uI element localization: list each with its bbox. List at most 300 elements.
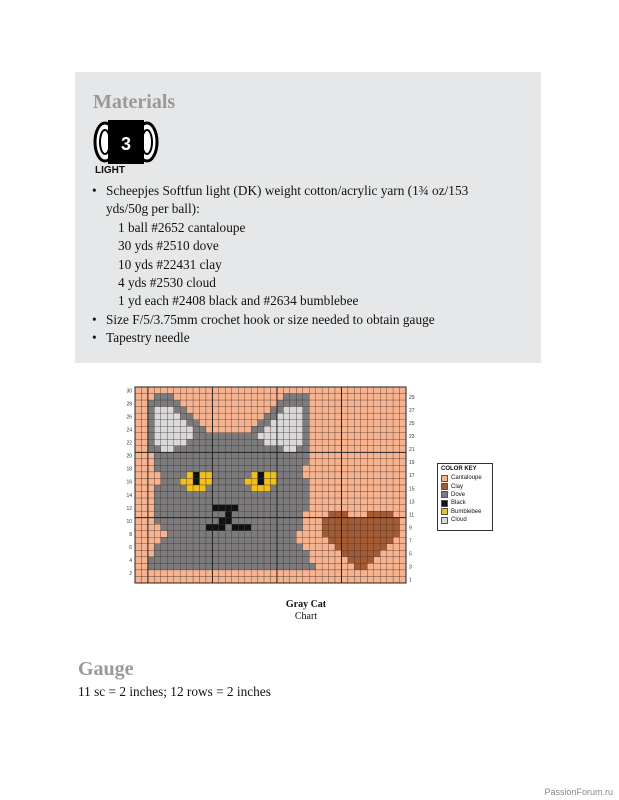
chart-cell: [258, 570, 264, 577]
chart-cell: [329, 505, 335, 512]
row-number: 10: [126, 518, 132, 525]
chart-cell: [135, 387, 141, 394]
chart-cell: [251, 576, 257, 583]
chart-cell: [161, 407, 167, 414]
chart-cell: [238, 413, 244, 420]
chart-cell: [380, 407, 386, 414]
chart-cell: [348, 485, 354, 492]
chart-cell: [206, 531, 212, 538]
chart-cell: [309, 459, 315, 466]
chart-cell: [187, 576, 193, 583]
chart-cell: [193, 524, 199, 531]
chart-cell: [309, 576, 315, 583]
chart-cell: [322, 478, 328, 485]
chart-cell: [329, 492, 335, 499]
chart-cell: [154, 492, 160, 499]
chart-cell: [335, 478, 341, 485]
chart-cell: [316, 557, 322, 564]
chart-cell: [154, 394, 160, 401]
chart-cell: [148, 407, 154, 414]
chart-cell: [283, 524, 289, 531]
chart-cell: [271, 446, 277, 453]
chart-cell: [225, 394, 231, 401]
color-key-label: Black: [451, 500, 466, 507]
chart-cell: [187, 531, 193, 538]
chart-cell: [354, 563, 360, 570]
chart-cell: [180, 544, 186, 551]
chart-cell: [374, 478, 380, 485]
chart-cell: [206, 570, 212, 577]
chart-cell: [206, 485, 212, 492]
chart-cell: [316, 439, 322, 446]
chart-cell: [329, 446, 335, 453]
chart-cell: [206, 478, 212, 485]
chart-cell: [225, 433, 231, 440]
chart-cell: [380, 433, 386, 440]
chart-cell: [277, 394, 283, 401]
chart-cell: [283, 492, 289, 499]
chart-cell: [277, 524, 283, 531]
chart-cell: [135, 420, 141, 427]
chart-cell: [193, 426, 199, 433]
chart-cell: [174, 576, 180, 583]
chart-cell: [251, 433, 257, 440]
chart-cell: [200, 576, 206, 583]
chart-cell: [245, 544, 251, 551]
chart-cell: [200, 387, 206, 394]
chart-cell: [393, 400, 399, 407]
chart-cell: [303, 550, 309, 557]
chart-cell: [329, 452, 335, 459]
chart-cell: [141, 524, 147, 531]
chart-cell: [193, 485, 199, 492]
chart-cell: [374, 531, 380, 538]
chart-cell: [245, 394, 251, 401]
chart-cell: [283, 465, 289, 472]
chart-cell: [264, 407, 270, 414]
chart-cell: [329, 576, 335, 583]
chart-cell: [148, 400, 154, 407]
chart-cell: [393, 459, 399, 466]
chart-cell: [251, 420, 257, 427]
chart-cell: [393, 570, 399, 577]
chart-cell: [309, 518, 315, 525]
chart-cell: [354, 478, 360, 485]
chart-cell: [277, 498, 283, 505]
chart-cell: [380, 531, 386, 538]
chart-cell: [341, 387, 347, 394]
chart-cell: [387, 531, 393, 538]
chart-cell: [380, 459, 386, 466]
chart-cell: [206, 576, 212, 583]
chart-cell: [309, 413, 315, 420]
chart-cell: [238, 505, 244, 512]
chart-cell: [400, 550, 406, 557]
chart-cell: [400, 452, 406, 459]
chart-cell: [232, 492, 238, 499]
chart-cell: [322, 492, 328, 499]
chart-cell: [154, 511, 160, 518]
chart-cell: [232, 400, 238, 407]
chart-cell: [225, 485, 231, 492]
chart-cell: [180, 465, 186, 472]
chart-cell: [283, 452, 289, 459]
chart-cell: [219, 446, 225, 453]
chart-cell: [322, 433, 328, 440]
chart-cell: [296, 439, 302, 446]
chart-cell: [212, 446, 218, 453]
chart-cell: [354, 465, 360, 472]
chart-cell: [258, 492, 264, 499]
chart-cell: [322, 537, 328, 544]
chart-cell: [251, 537, 257, 544]
chart-cell: [167, 492, 173, 499]
row-number: 18: [126, 466, 132, 473]
chart-cell: [187, 557, 193, 564]
chart-cell: [322, 511, 328, 518]
chart-cell: [348, 420, 354, 427]
chart-cell: [354, 550, 360, 557]
chart-cell: [212, 518, 218, 525]
chart-cell: [200, 426, 206, 433]
chart-cell: [329, 524, 335, 531]
chart-cell: [180, 426, 186, 433]
chart-cell: [238, 511, 244, 518]
chart-cell: [141, 452, 147, 459]
chart-cell: [180, 518, 186, 525]
chart-cell: [206, 524, 212, 531]
chart-cell: [374, 413, 380, 420]
chart-cell: [380, 478, 386, 485]
chart-cell: [167, 498, 173, 505]
chart-cell: [135, 537, 141, 544]
row-number: 17: [409, 473, 415, 480]
chart-cell: [335, 576, 341, 583]
chart-cell: [141, 420, 147, 427]
chart-cell: [387, 544, 393, 551]
chart-cell: [264, 576, 270, 583]
chart-cell: [367, 544, 373, 551]
chart-cell: [212, 557, 218, 564]
chart-cell: [393, 387, 399, 394]
chart-cell: [329, 537, 335, 544]
chart-title: Gray Cat: [285, 599, 327, 610]
chart-cell: [367, 459, 373, 466]
chart-cell: [374, 465, 380, 472]
chart-cell: [290, 459, 296, 466]
chart-cell: [348, 557, 354, 564]
chart-cell: [206, 563, 212, 570]
chart-cell: [335, 557, 341, 564]
chart-cell: [393, 492, 399, 499]
chart-cell: [316, 433, 322, 440]
chart-cell: [354, 407, 360, 414]
chart-cell: [348, 413, 354, 420]
chart-cell: [354, 420, 360, 427]
chart-cell: [303, 518, 309, 525]
chart-cell: [271, 492, 277, 499]
chart-cell: [238, 524, 244, 531]
chart-cell: [135, 459, 141, 466]
chart-cell: [393, 439, 399, 446]
materials-item: • Size F/5/3.75mm crochet hook or size needed to obtain gauge: [92, 311, 532, 329]
chart-cell: [271, 387, 277, 394]
chart-cell: [232, 570, 238, 577]
row-number: 6: [129, 545, 132, 552]
materials-item: 30 yds #2510 dove: [118, 238, 219, 254]
chart-cell: [245, 498, 251, 505]
chart-cell: [380, 524, 386, 531]
chart-cell: [290, 394, 296, 401]
chart-cell: [219, 387, 225, 394]
chart-cell: [258, 439, 264, 446]
chart-cell: [187, 550, 193, 557]
chart-cell: [277, 413, 283, 420]
chart-cell: [225, 420, 231, 427]
chart-cell: [148, 433, 154, 440]
chart-cell: [367, 439, 373, 446]
chart-cell: [354, 433, 360, 440]
color-swatch: [441, 508, 448, 515]
row-number: 15: [409, 486, 415, 493]
chart-cell: [361, 387, 367, 394]
chart-cell: [245, 472, 251, 479]
chart-cell: [180, 550, 186, 557]
chart-cell: [290, 505, 296, 512]
chart-cell: [322, 446, 328, 453]
chart-cell: [200, 394, 206, 401]
chart-cell: [296, 387, 302, 394]
chart-cell: [245, 531, 251, 538]
chart-cell: [290, 446, 296, 453]
chart-cell: [400, 407, 406, 414]
chart-cell: [361, 492, 367, 499]
chart-cell: [193, 446, 199, 453]
chart-cell: [212, 400, 218, 407]
chart-cell: [180, 400, 186, 407]
chart-cell: [354, 439, 360, 446]
chart-cell: [283, 518, 289, 525]
chart-cell: [161, 420, 167, 427]
chart-cell: [277, 511, 283, 518]
chart-cell: [335, 459, 341, 466]
chart-cell: [258, 576, 264, 583]
chart-cell: [367, 550, 373, 557]
chart-cell: [316, 563, 322, 570]
chart-cell: [174, 537, 180, 544]
chart-cell: [361, 433, 367, 440]
chart-cell: [174, 550, 180, 557]
chart-cell: [245, 387, 251, 394]
chart-cell: [193, 420, 199, 427]
chart-cell: [251, 518, 257, 525]
chart-cell: [367, 557, 373, 564]
chart-cell: [232, 478, 238, 485]
chart-cell: [193, 544, 199, 551]
chart-cell: [277, 570, 283, 577]
chart-cell: [393, 465, 399, 472]
chart-cell: [348, 426, 354, 433]
chart-cell: [238, 394, 244, 401]
chart-cell: [174, 452, 180, 459]
chart-cell: [141, 570, 147, 577]
color-key-item: [438, 499, 492, 507]
chart-cell: [354, 394, 360, 401]
chart-cell: [271, 550, 277, 557]
chart-cell: [212, 452, 218, 459]
chart-cell: [335, 446, 341, 453]
chart-cell: [219, 465, 225, 472]
chart-cell: [367, 400, 373, 407]
chart-cell: [154, 387, 160, 394]
chart-cell: [245, 426, 251, 433]
chart-cell: [219, 452, 225, 459]
chart-cell: [193, 518, 199, 525]
chart-cell: [167, 478, 173, 485]
chart-cell: [135, 394, 141, 401]
chart-cell: [303, 439, 309, 446]
chart-cell: [193, 394, 199, 401]
chart-cell: [193, 433, 199, 440]
chart-cell: [219, 472, 225, 479]
chart-cell: [290, 420, 296, 427]
chart-cell: [277, 563, 283, 570]
color-swatch: [441, 517, 448, 524]
chart-cell: [258, 446, 264, 453]
chart-cell: [225, 465, 231, 472]
chart-cell: [290, 400, 296, 407]
chart-cell: [380, 511, 386, 518]
chart-cell: [135, 452, 141, 459]
chart-cell: [303, 485, 309, 492]
chart-cell: [141, 426, 147, 433]
chart-cell: [161, 459, 167, 466]
chart-cell: [393, 498, 399, 505]
chart-cell: [374, 563, 380, 570]
chart-cell: [322, 452, 328, 459]
chart-cell: [335, 472, 341, 479]
chart-cell: [180, 394, 186, 401]
chart-cell: [309, 387, 315, 394]
chart-cell: [348, 524, 354, 531]
chart-cell: [174, 485, 180, 492]
chart-cell: [225, 407, 231, 414]
chart-cell: [277, 485, 283, 492]
chart-cell: [200, 400, 206, 407]
chart-cell: [135, 557, 141, 564]
chart-cell: [219, 563, 225, 570]
chart-cell: [135, 465, 141, 472]
chart-cell: [154, 465, 160, 472]
chart-cell: [303, 452, 309, 459]
chart-cell: [141, 531, 147, 538]
chart-cell: [264, 465, 270, 472]
chart-cell: [367, 420, 373, 427]
row-number: 7: [409, 538, 412, 545]
chart-cell: [232, 531, 238, 538]
chart-cell: [316, 459, 322, 466]
chart-cell: [329, 570, 335, 577]
chart-cell: [316, 576, 322, 583]
chart-cell: [187, 452, 193, 459]
chart-cell: [309, 524, 315, 531]
color-key-label: Clay: [451, 483, 464, 490]
chart-cell: [335, 407, 341, 414]
chart-cell: [361, 576, 367, 583]
chart-cell: [264, 498, 270, 505]
chart-cell: [219, 537, 225, 544]
chart-cell: [225, 478, 231, 485]
chart-cell: [148, 498, 154, 505]
chart-cell: [380, 550, 386, 557]
chart-cell: [277, 537, 283, 544]
chart-cell: [277, 544, 283, 551]
chart-cell: [296, 420, 302, 427]
chart-cell: [367, 433, 373, 440]
chart-cell: [271, 394, 277, 401]
chart-cell: [174, 433, 180, 440]
chart-cell: [354, 524, 360, 531]
chart-cell: [290, 524, 296, 531]
chart-cell: [187, 439, 193, 446]
chart-cell: [148, 439, 154, 446]
chart-cell: [258, 394, 264, 401]
chart-cell: [271, 407, 277, 414]
chart-cell: [367, 492, 373, 499]
chart-cell: [251, 459, 257, 466]
chart-cell: [271, 400, 277, 407]
chart-cell: [161, 537, 167, 544]
chart-cell: [225, 498, 231, 505]
chart-cell: [271, 570, 277, 577]
chart-cell: [400, 433, 406, 440]
chart-cell: [212, 576, 218, 583]
chart-cell: [174, 518, 180, 525]
chart-cell: [148, 446, 154, 453]
chart-cell: [154, 439, 160, 446]
chart-cell: [393, 394, 399, 401]
chart-cell: [180, 439, 186, 446]
chart-cell: [167, 459, 173, 466]
chart-cell: [148, 387, 154, 394]
chart-cell: [290, 570, 296, 577]
chart-cell: [161, 413, 167, 420]
chart-cell: [232, 557, 238, 564]
chart-cell: [296, 550, 302, 557]
chart-cell: [335, 570, 341, 577]
chart-cell: [367, 570, 373, 577]
chart-cell: [180, 524, 186, 531]
chart-cell: [167, 413, 173, 420]
chart-cell: [187, 492, 193, 499]
chart-cell: [174, 465, 180, 472]
chart-cell: [348, 452, 354, 459]
chart-cell: [361, 394, 367, 401]
color-key-label: Dove: [451, 491, 466, 498]
color-swatch: [441, 491, 448, 498]
chart-cell: [290, 544, 296, 551]
chart-cell: [180, 420, 186, 427]
chart-cell: [161, 478, 167, 485]
chart-cell: [309, 550, 315, 557]
chart-cell: [309, 570, 315, 577]
chart-cell: [219, 426, 225, 433]
chart-cell: [309, 472, 315, 479]
chart-cell: [180, 478, 186, 485]
chart-cell: [387, 518, 393, 525]
chart-cell: [277, 492, 283, 499]
row-number: 28: [126, 401, 132, 408]
